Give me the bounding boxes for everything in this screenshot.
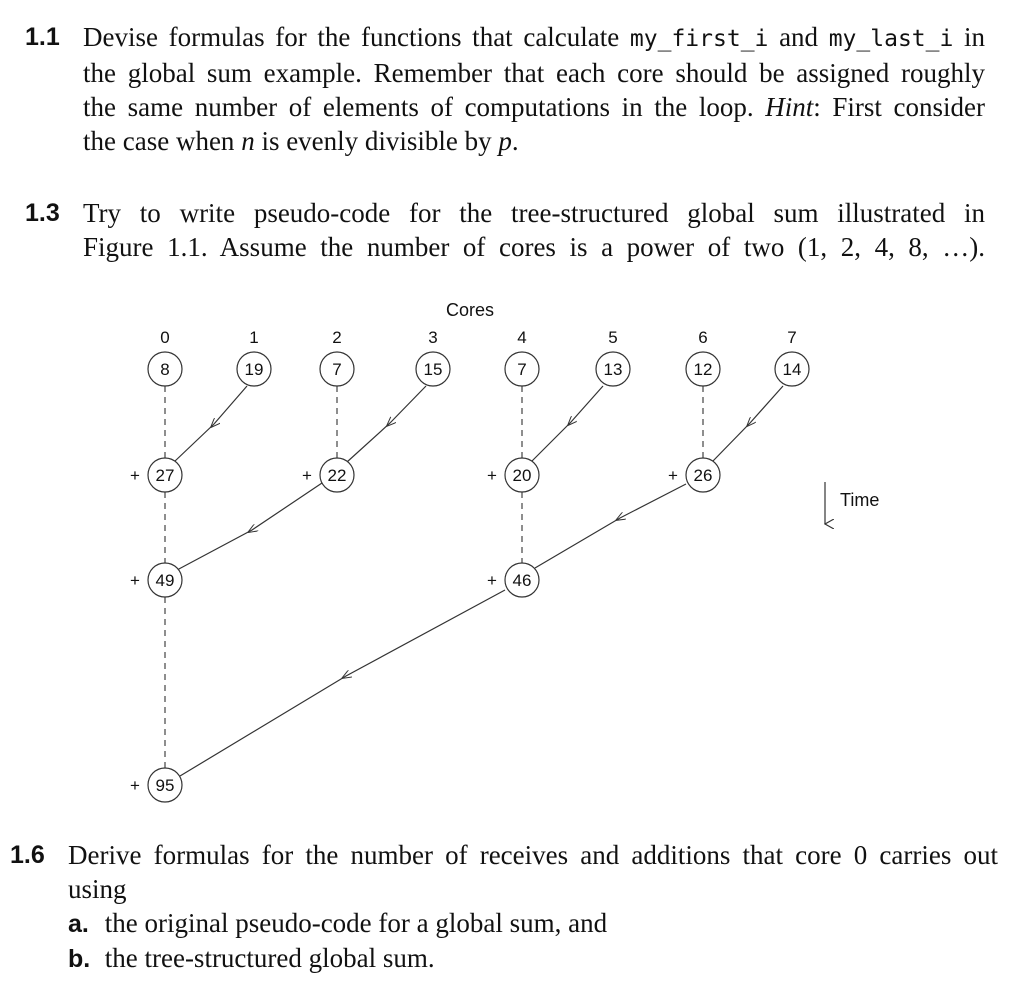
send-arrow xyxy=(531,386,603,462)
final-sum-node-value: 95 xyxy=(155,776,175,795)
core-2-node-value: 7 xyxy=(332,360,342,379)
code-my-first-i: my_first_i xyxy=(629,26,769,52)
plus-sign: + xyxy=(130,776,140,795)
sum-step2-node-value: 49 xyxy=(155,571,175,590)
text-line: Derive formulas for the number of receives and additions that core 0 carries out xyxy=(68,840,998,870)
send-arrow xyxy=(180,590,505,776)
figure-title: Cores xyxy=(445,300,495,320)
text-line: Figure 1.1. Assume the number of cores is a power of two (1, 2, 4, 8, …). xyxy=(83,232,985,262)
core-label: 5 xyxy=(608,328,618,347)
core-3-node-value: 15 xyxy=(423,360,443,379)
sum-step1-node-value: 20 xyxy=(512,466,532,485)
text-line: Devise formulas for the functions that calculate my_first_i and my_last_i in xyxy=(83,22,985,52)
send-arrow xyxy=(174,386,247,462)
send-arrow xyxy=(177,483,322,570)
sub-item-a xyxy=(68,906,998,941)
text-line: the same number of elements of computations in the loop. Hint: First consider xyxy=(83,92,985,122)
sub-item-label: a. xyxy=(68,910,89,938)
sum-step1-node-value: 26 xyxy=(693,466,713,485)
core-label: 4 xyxy=(517,328,527,347)
text-line: using xyxy=(68,874,127,904)
sub-item-b xyxy=(68,941,998,976)
code-my-last-i: my_last_i xyxy=(828,26,954,52)
sum-step1-node-value: 22 xyxy=(327,466,347,485)
plus-sign: + xyxy=(130,466,140,485)
sub-item-label: b. xyxy=(68,945,91,973)
plus-sign: + xyxy=(130,571,140,590)
plus-sign: + xyxy=(668,466,678,485)
exercise-number: 1.3 xyxy=(25,199,60,227)
core-4-node-value: 7 xyxy=(517,360,527,379)
plus-sign: + xyxy=(487,466,497,485)
plus-sign: + xyxy=(302,466,312,485)
core-0-node-value: 8 xyxy=(160,360,170,379)
core-label: 2 xyxy=(332,328,342,347)
core-label: 1 xyxy=(249,328,259,347)
core-1-node-value: 19 xyxy=(244,360,264,379)
sub-item-text: the tree-structured global sum. xyxy=(104,943,435,973)
core-label: 0 xyxy=(160,328,170,347)
sub-item-text: the original pseudo-code for a global sum, and xyxy=(104,908,608,938)
send-arrows xyxy=(174,386,783,776)
core-5-node-value: 13 xyxy=(603,360,623,379)
send-arrow xyxy=(347,386,426,462)
hint-label: Hint xyxy=(765,92,814,122)
sum-step2-node-value: 46 xyxy=(512,571,532,590)
core-6-node-value: 12 xyxy=(693,360,713,379)
sum-step1-node-value: 27 xyxy=(155,466,175,485)
exercise-text xyxy=(68,838,998,976)
send-arrow xyxy=(535,484,686,568)
dashed-lines xyxy=(165,386,703,768)
core-label: 3 xyxy=(428,328,438,347)
text-line: the global sum example. Remember that each core should be assigned roughly xyxy=(83,58,985,88)
variable-p: p xyxy=(498,126,512,156)
core-label: 6 xyxy=(698,328,708,347)
exercise-number: 1.6 xyxy=(10,841,45,869)
time-label: Time xyxy=(840,490,880,510)
text-line: the case when n is evenly divisible by p. xyxy=(83,126,519,156)
exercise-number: 1.1 xyxy=(25,23,60,51)
variable-n: n xyxy=(241,126,255,156)
tree-nodes xyxy=(130,328,809,802)
core-label: 7 xyxy=(787,328,797,347)
text-line: Try to write pseudo-code for the tree-structured global sum illustrated in xyxy=(83,198,985,228)
plus-sign: + xyxy=(487,571,497,590)
send-arrow xyxy=(712,386,783,462)
core-7-node-value: 14 xyxy=(782,360,802,379)
